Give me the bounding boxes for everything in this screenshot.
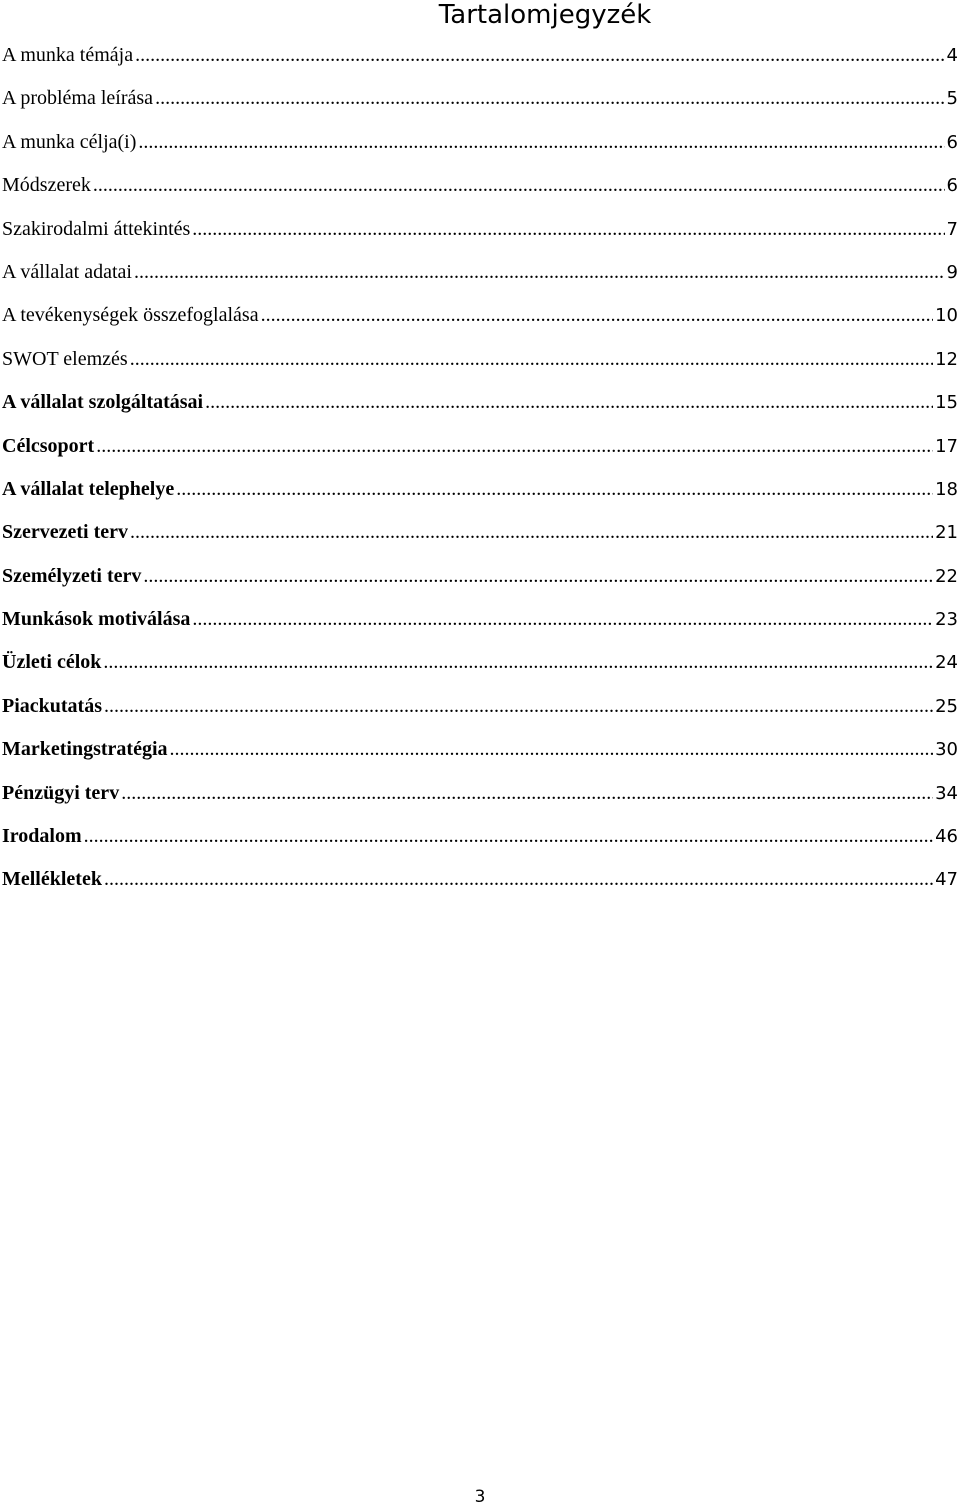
toc-entry-label: SWOT elemzés	[2, 347, 128, 370]
toc-dot-leader	[96, 425, 933, 468]
toc-entry-label: Piackutatás	[2, 694, 102, 717]
toc-entry-label: A probléma leírása	[2, 87, 154, 110]
toc-dot-leader	[138, 121, 944, 164]
toc-dot-leader	[135, 34, 944, 77]
toc-dot-leader	[130, 511, 933, 554]
toc-dot-leader	[143, 555, 933, 598]
toc-dot-leader	[192, 208, 944, 251]
toc-entry-page: 30	[935, 739, 958, 761]
toc-entry-page: 4	[946, 45, 958, 66]
toc-entry-label: Pénzügyi terv	[2, 781, 120, 804]
toc-entry[interactable]	[2, 511, 958, 554]
toc-entry-page: 34	[935, 782, 958, 804]
toc-entry-page: 9	[946, 261, 958, 283]
toc-entry-page: 6	[946, 175, 958, 197]
toc-entry[interactable]	[2, 468, 958, 511]
toc-dot-leader	[261, 294, 934, 337]
toc-entry-label: Marketingstratégia	[2, 738, 168, 761]
toc-entry[interactable]	[2, 251, 958, 294]
toc-entry-page: 22	[935, 565, 958, 587]
toc-dot-leader	[134, 251, 945, 294]
toc-dot-leader	[155, 77, 944, 120]
toc-entry-label: Szakirodalmi áttekintés	[2, 217, 191, 240]
toc-entry[interactable]	[2, 34, 958, 77]
toc-entry-label: Célcsoport	[2, 434, 95, 457]
toc-entry-page: 10	[935, 305, 958, 327]
toc-entry[interactable]	[2, 598, 958, 641]
toc-entry-page: 23	[935, 609, 958, 631]
toc-entry-label: A vállalat szolgáltatásai	[2, 391, 204, 414]
toc-entry-label: A vállalat telephelye	[2, 477, 175, 500]
toc-entry[interactable]	[2, 772, 958, 815]
toc-dot-leader	[84, 815, 933, 858]
toc-entry-page: 15	[935, 392, 958, 414]
toc-dot-leader	[176, 468, 933, 511]
toc-entry-label: Személyzeti terv	[2, 564, 142, 587]
toc-entry[interactable]	[2, 685, 958, 728]
toc-entry-label: A tevékenységek összefoglalása	[2, 304, 259, 327]
toc-entry-page: 7	[946, 218, 958, 240]
toc-entry[interactable]	[2, 425, 958, 468]
toc-dot-leader	[93, 164, 945, 207]
toc-dot-leader	[104, 858, 933, 901]
toc-entry-label: A vállalat adatai	[2, 260, 132, 283]
toc-dot-leader	[205, 381, 933, 424]
toc-dot-leader	[121, 772, 933, 815]
toc-entry[interactable]	[2, 208, 958, 251]
toc-entry-label: Irodalom	[2, 825, 82, 848]
toc-entry-label: A munka célja(i)	[2, 130, 137, 153]
toc-entry-label: A munka témája	[2, 44, 134, 66]
toc-entry[interactable]	[2, 641, 958, 684]
toc-entry-page: 6	[946, 131, 958, 153]
toc-entry[interactable]	[2, 815, 958, 858]
toc-entry-page: 21	[935, 522, 958, 544]
toc-entry-page: 24	[935, 652, 958, 674]
toc-entry-label: Módszerek	[2, 174, 91, 197]
toc-entry-page: 17	[935, 435, 958, 457]
toc-dot-leader	[192, 598, 933, 641]
toc-list	[2, 34, 958, 902]
toc-entry-page: 12	[935, 348, 958, 370]
toc-dot-leader	[104, 685, 933, 728]
toc-entry-label: Üzleti célok	[2, 651, 102, 674]
toc-entry[interactable]	[2, 77, 958, 120]
toc-entry-label: Munkások motiválása	[2, 608, 191, 631]
toc-entry[interactable]	[2, 555, 958, 598]
toc-title: Tartalomjegyzék	[438, 0, 652, 30]
toc-entry[interactable]	[2, 164, 958, 207]
toc-entry-page: 47	[935, 869, 958, 891]
toc-entry-label: Mellékletek	[2, 868, 102, 891]
toc-dot-leader	[130, 338, 933, 381]
toc-dot-leader	[103, 641, 933, 684]
toc-entry-page: 5	[946, 88, 958, 110]
toc-entry[interactable]	[2, 121, 958, 164]
toc-entry-page: 25	[935, 695, 958, 717]
toc-entry-label: Szervezeti terv	[2, 521, 129, 544]
toc-entry[interactable]	[2, 338, 958, 381]
page-number: 3	[474, 1487, 486, 1507]
toc-entry[interactable]	[2, 858, 958, 901]
toc-entry[interactable]	[2, 728, 958, 771]
toc-entry-page: 46	[935, 826, 958, 848]
toc-entry[interactable]	[2, 294, 958, 337]
toc-entry-page: 18	[935, 478, 958, 500]
toc-entry[interactable]	[2, 381, 958, 424]
toc-dot-leader	[170, 728, 934, 771]
